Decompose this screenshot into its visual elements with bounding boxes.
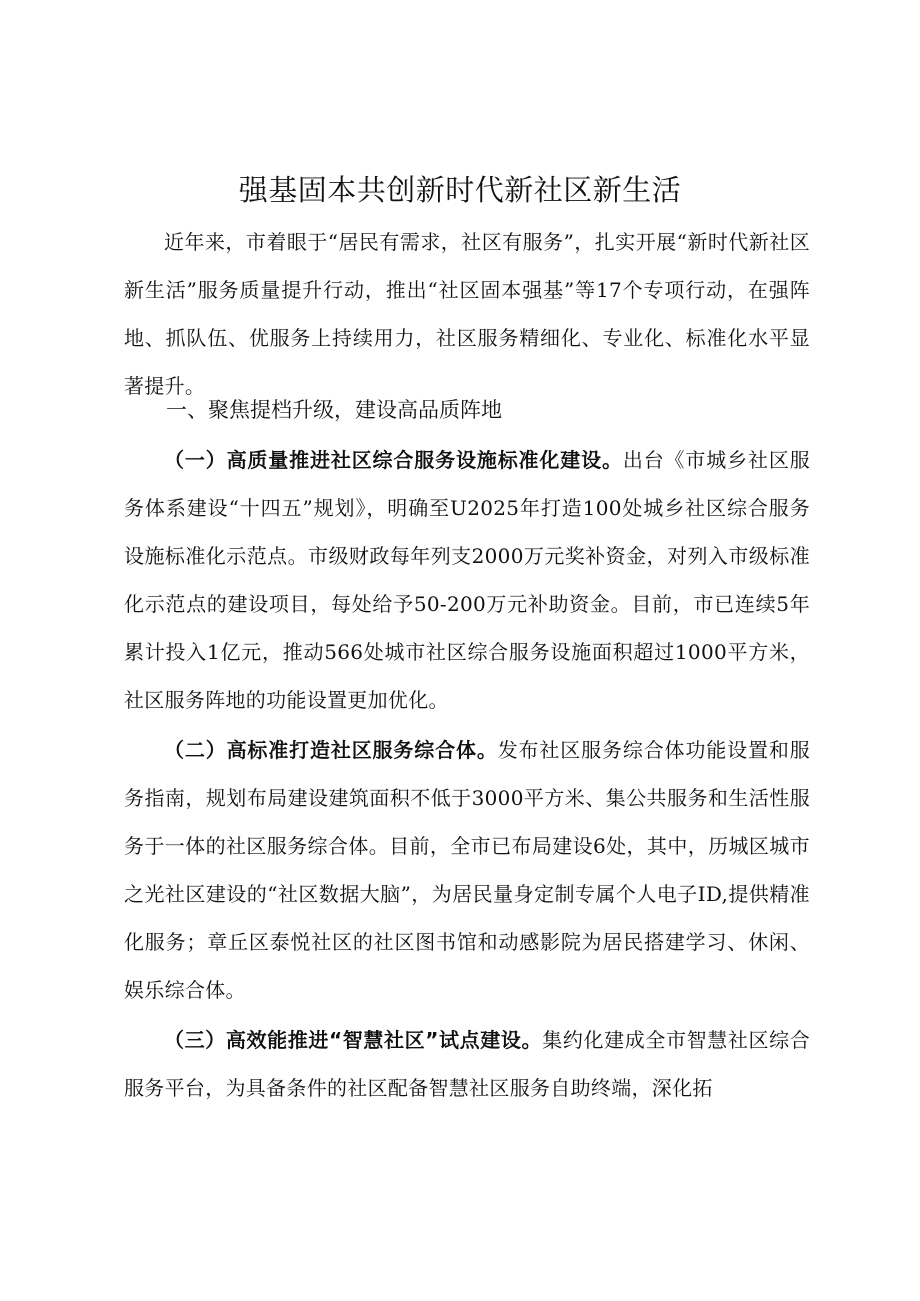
paragraph-2-body: 发布社区服务综合体功能设置和服务指南，规划布局建设建筑面积不低于3000平方米、集公共服务和生活性服务于一体的社区服务综合体。目前，全市已布局建设6处，其中，历城区城市之光社区建设的“社区数据大脑”，为居民量身定制专属个人电子ID,提供精准化服务；章丘区泰悦社区的社区图书馆和动感影院为居民搭建学习、休闲、娱乐综合体。 (124, 738, 810, 1002)
paragraph-1-body: 出台《市城乡社区服务体系建设“十四五”规划》，明确至U2025年打造100处城乡社区综合服务设施标准化示范点。市级财政每年列支2000万元奖补资金，对列入市级标准化示范点的建设项目，每处给予50-200万元补助资金。目前，市已连续5年累计投入1亿元，推动566处城市社区综合服务设施面积超过1000平方米，社区服务阵地的功能设置更加优化。 (124, 448, 810, 712)
paragraph-3-lead: （三）高效能推进“智慧社区”试点建设。 (164, 1028, 543, 1052)
intro-paragraph: 近年来，市着眼于“居民有需求，社区有服务”，扎实开展“新时代新社区新生活”服务质量提升行动，推出“社区固本强基”等17个专项行动，在强阵地、抓队伍、优服务上持续用力，社区服务精细化、专业化、标准化水平显著提升。 (124, 230, 810, 398)
paragraph-3-body: 集约化建成全市智慧社区综合服务平台，为具备条件的社区配备智慧社区服务自助终端，深化拓 (124, 1028, 810, 1100)
section-heading: 一、聚焦提档升级，建设高品质阵地 (166, 398, 502, 422)
document-title: 强基固本共创新时代新社区新生活 (238, 173, 682, 207)
paragraph-2-lead: （二）高标准打造社区服务综合体。 (164, 738, 498, 762)
paragraph-1 (124, 436, 810, 724)
paragraph-2 (124, 726, 810, 1014)
paragraph-3 (124, 1016, 810, 1112)
paragraph-1-lead: （一）高质量推进社区综合服务设施标准化建设。 (164, 448, 623, 472)
